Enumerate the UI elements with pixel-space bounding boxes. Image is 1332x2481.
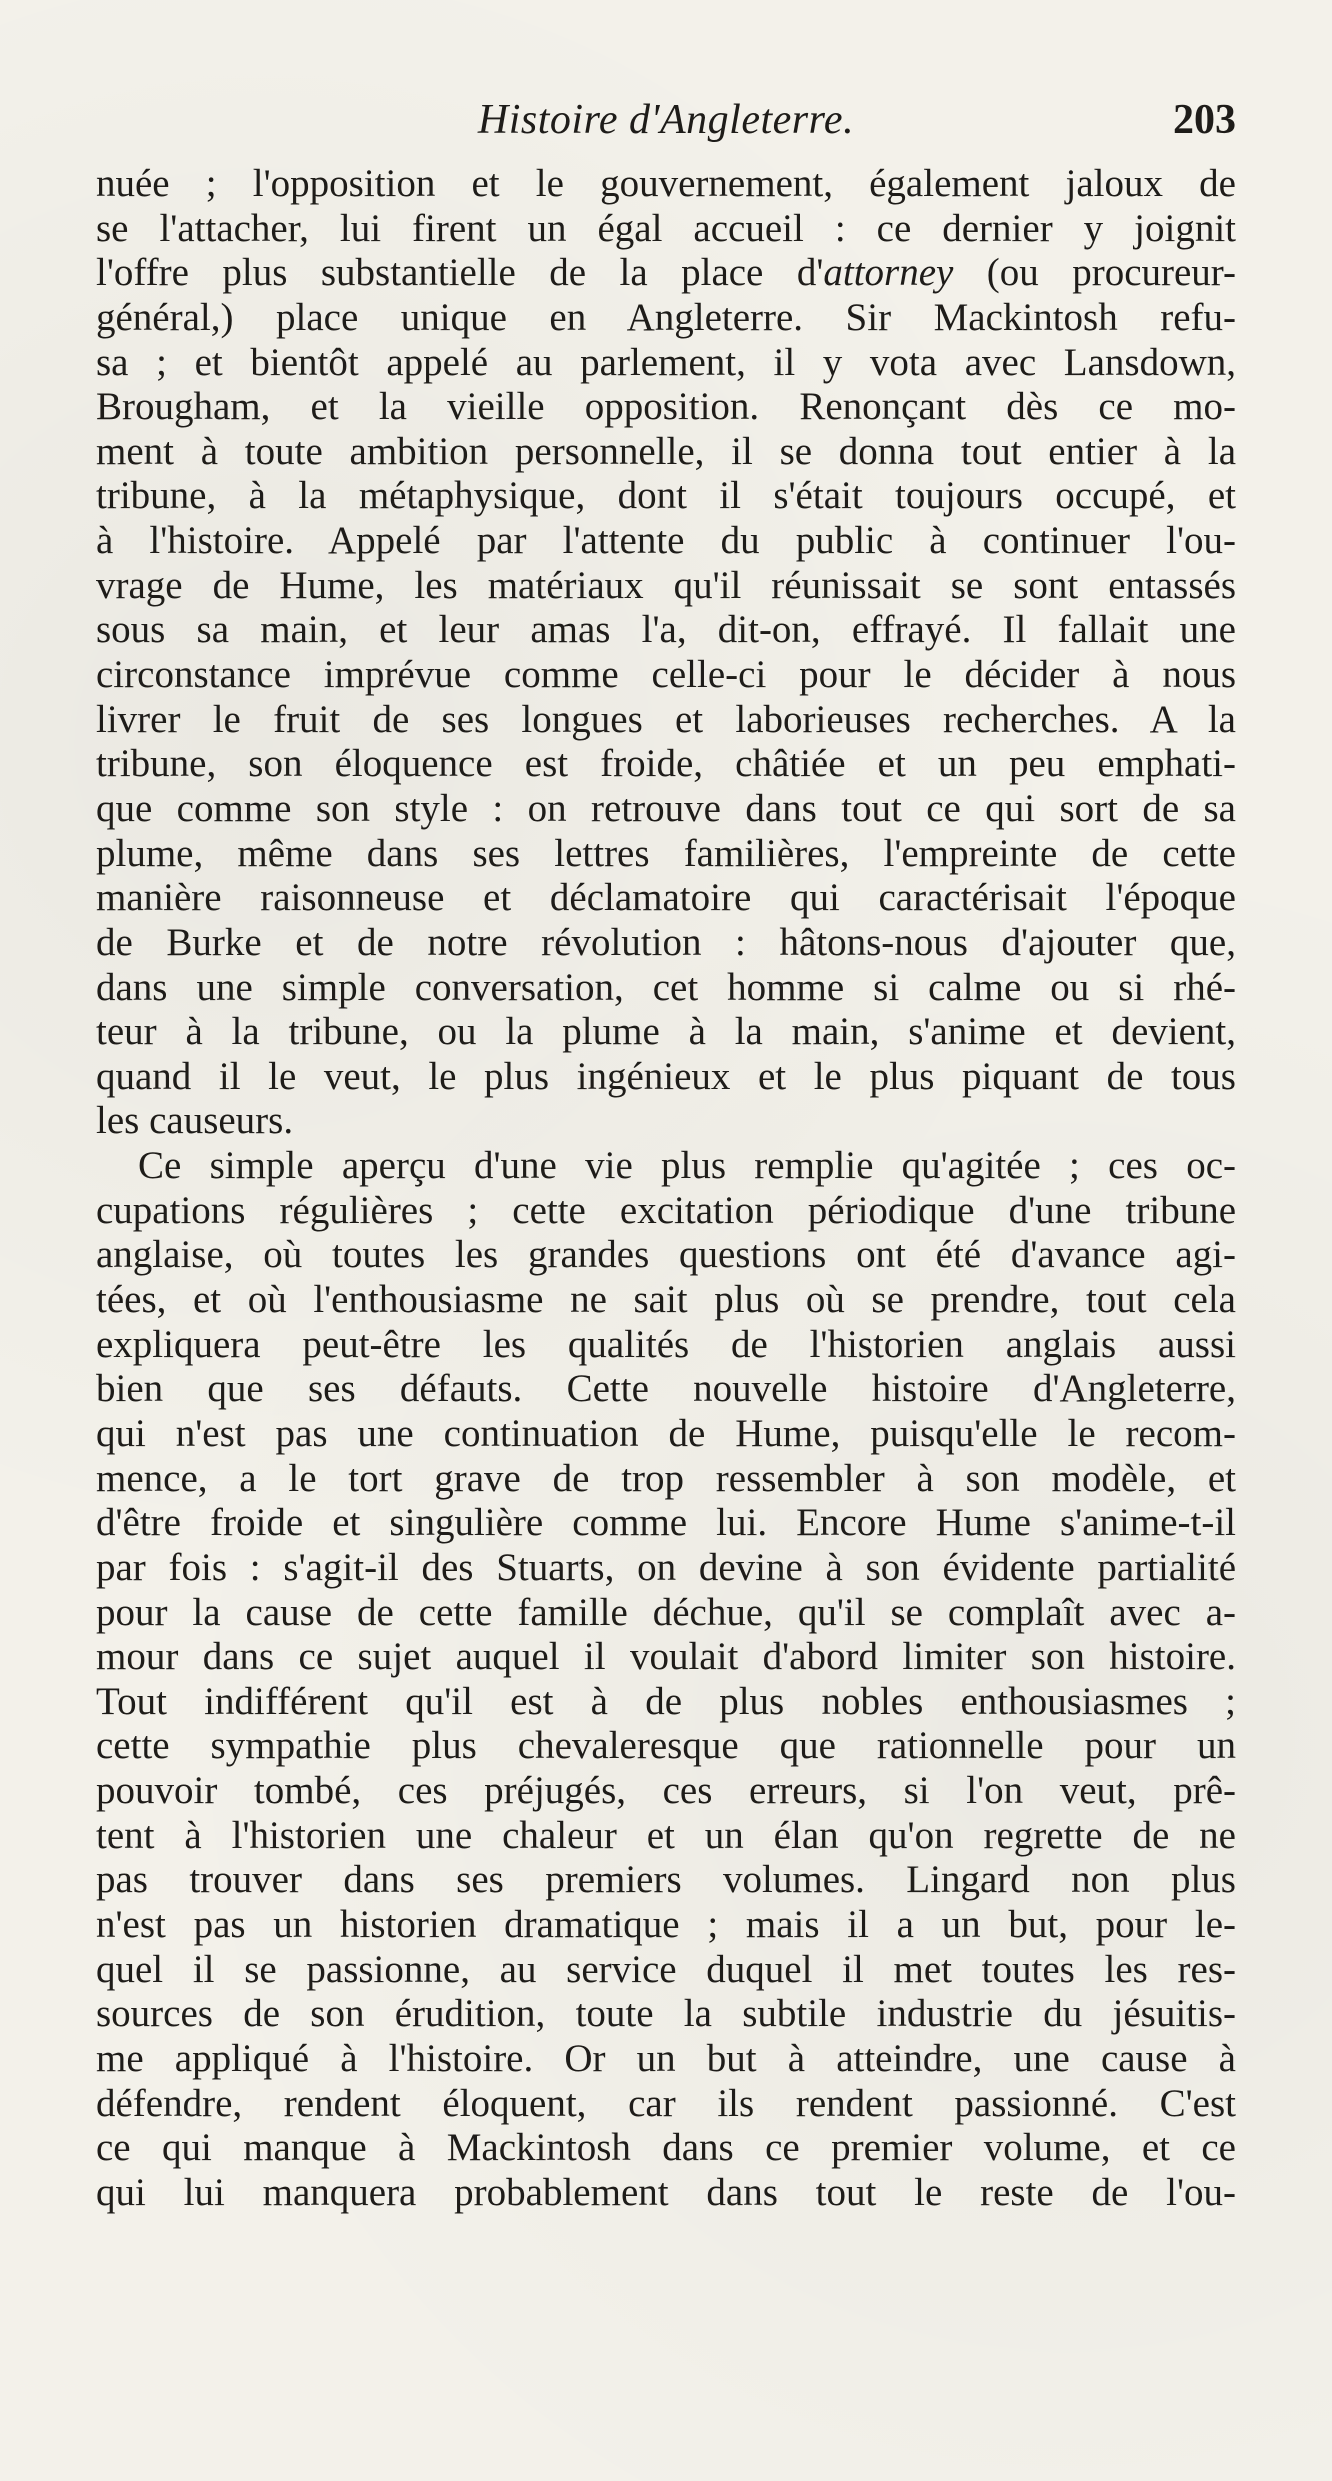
text-line: Tout indifférent qu'il est à de plus nobles enthousiasmes ;	[96, 1679, 1236, 1723]
text-line: ment à toute ambition personnelle, il se donna tout entier à la	[96, 429, 1236, 473]
text-line: mour dans ce sujet auquel il voulait d'abord limiter son histoire.	[96, 1635, 1236, 1679]
text-line: cupations régulières ; cette excitation périodique d'une tribune	[96, 1188, 1236, 1232]
text-line: par fois : s'agit-il des Stuarts, on devine à son évidente partialité	[96, 1545, 1236, 1589]
text-line: tribune, son éloquence est froide, châtiée et un peu emphati-	[96, 742, 1236, 786]
text-line: vrage de Hume, les matériaux qu'il réunissait se sont entassés	[96, 563, 1236, 607]
text-line: sources de son érudition, toute la subtile industrie du jésuitis-	[96, 1992, 1236, 2036]
text-line: pas trouver dans ses premiers volumes. Lingard non plus	[96, 1858, 1236, 1902]
text-line: pour la cause de cette famille déchue, qu'il se complaît avec a-	[96, 1590, 1236, 1634]
text-line: tées, et où l'enthousiasme ne sait plus où se prendre, tout cela	[96, 1278, 1236, 1322]
text-line: bien que ses défauts. Cette nouvelle histoire d'Angleterre,	[96, 1367, 1236, 1411]
text-line: mence, a le tort grave de trop ressembler à son modèle, et	[96, 1456, 1236, 1500]
text-line: pouvoir tombé, ces préjugés, ces erreurs, si l'on veut, prê-	[96, 1769, 1236, 1813]
text-line: dans une simple conversation, cet homme si calme ou si rhé-	[96, 965, 1236, 1009]
text-line: livrer le fruit de ses longues et laborieuses recherches. A la	[96, 697, 1236, 741]
page-number: 203	[1173, 97, 1236, 143]
text-line: l'offre plus substantielle de la place d'attorney (ou procureur-	[96, 251, 1236, 295]
text-line: anglaise, où toutes les grandes questions ont été d'avance agi-	[96, 1233, 1236, 1277]
text-line: quand il le veut, le plus ingénieux et le plus piquant de tous	[96, 1054, 1236, 1098]
text-line: n'est pas un historien dramatique ; mais il a un but, pour le-	[96, 1902, 1236, 1946]
text-line: Brougham, et la vieille opposition. Renonçant dès ce mo-	[96, 385, 1236, 429]
running-head	[96, 96, 1236, 156]
text-line: qui lui manquera probablement dans tout le reste de l'ou-	[96, 2170, 1236, 2214]
text-line: à l'histoire. Appelé par l'attente du public à continuer l'ou-	[96, 519, 1236, 563]
text-line: général,) place unique en Angleterre. Sir Mackintosh refu-	[96, 295, 1236, 339]
text-line: cette sympathie plus chevaleresque que rationnelle pour un	[96, 1724, 1236, 1768]
text-line: d'être froide et singulière comme lui. Encore Hume s'anime-t-il	[96, 1501, 1236, 1545]
text-line: sa ; et bientôt appelé au parlement, il y vota avec Lansdown,	[96, 340, 1236, 384]
body-text	[96, 162, 1236, 2215]
text-line: plume, même dans ses lettres familières, l'empreinte de cette	[96, 831, 1236, 875]
text-line: teur à la tribune, ou la plume à la main, s'anime et devient,	[96, 1010, 1236, 1054]
running-title: Histoire d'Angleterre.	[477, 97, 855, 143]
text-line: qui n'est pas une continuation de Hume, puisqu'elle le recom-	[96, 1411, 1236, 1455]
text-line: tent à l'historien une chaleur et un élan qu'on regrette de ne	[96, 1813, 1236, 1857]
text-line: sous sa main, et leur amas l'a, dit-on, effrayé. Il fallait une	[96, 608, 1236, 652]
text-line: nuée ; l'opposition et le gouvernement, également jaloux de	[96, 162, 1236, 205]
text-line: tribune, à la métaphysique, dont il s'était toujours occupé, et	[96, 474, 1236, 518]
text-line: défendre, rendent éloquent, car ils rendent passionné. C'est	[96, 2081, 1236, 2125]
text-line: de Burke et de notre révolution : hâtons-nous d'ajouter que,	[96, 920, 1236, 964]
text-line: manière raisonneuse et déclamatoire qui caractérisait l'époque	[96, 876, 1236, 920]
text-line: que comme son style : on retrouve dans tout ce qui sort de sa	[96, 786, 1236, 830]
text-line: circonstance imprévue comme celle-ci pour le décider à nous	[96, 653, 1236, 697]
text-line: me appliqué à l'histoire. Or un but à atteindre, une cause à	[96, 2036, 1236, 2080]
text-line: ce qui manque à Mackintosh dans ce premier volume, et ce	[96, 2126, 1236, 2170]
paragraph-end-line: les causeurs.	[96, 1099, 294, 1143]
text-line: expliquera peut-être les qualités de l'historien anglais aussi	[96, 1322, 1236, 1366]
paragraph-start-line: Ce simple aperçu d'une vie plus remplie qu'agitée ; ces oc-	[138, 1144, 1236, 1188]
text-line: quel il se passionne, au service duquel il met toutes les res-	[96, 1947, 1236, 1991]
text-line: se l'attacher, lui firent un égal accueil : ce dernier y joignit	[96, 206, 1236, 250]
